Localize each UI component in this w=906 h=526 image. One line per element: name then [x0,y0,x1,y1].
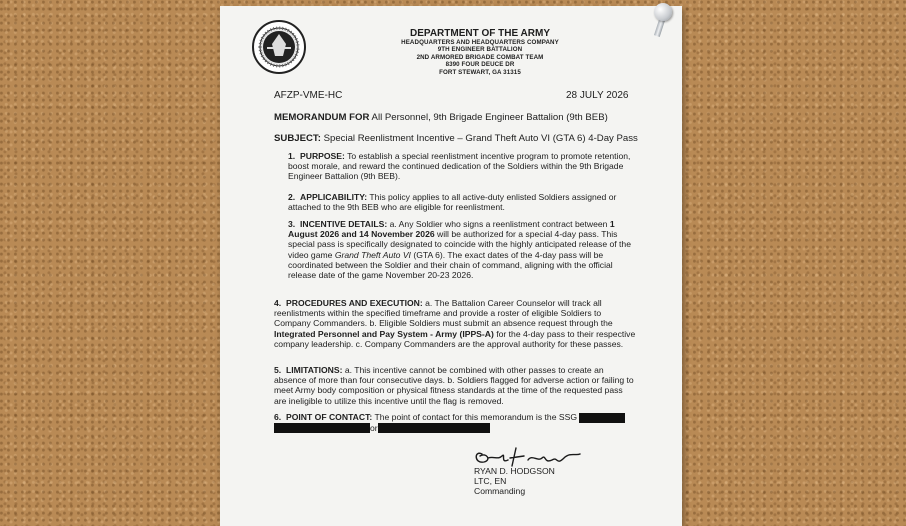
memorandum-for-value: All Personnel, 9th Brigade Engineer Battalion (9th BEB) [369,112,608,123]
ipps-a-system: Integrated Personnel and Pay System - Army (IPPS-A) [274,328,494,339]
letterhead-line: HEADQUARTERS AND HEADQUARTERS COMPANY [401,39,559,46]
paragraph-number: 1. [288,151,296,161]
paragraph-text: This policy applies to all active-duty enlisted Soldiers assigned or attached to the 9th BEB who are eligible for reenlistment. [288,192,617,213]
army-seal-icon [252,20,306,74]
subject-label: SUBJECT: [274,133,321,144]
push-pin-icon [648,3,684,43]
letterhead [380,28,580,76]
game-title: Grand Theft Auto VI [334,249,411,260]
push-pin-head [654,3,672,21]
paragraph-text: for the 4-day pass to their respective company leadership. c. Company Commanders are the approval authority for these passes. [274,328,636,349]
paragraph-text: a. The Battalion Career Counselor will track all reenlistments within the specified timeframe and provide a roster of eligible Soldiers to Company Commanders. b. Eligible Soldiers must submit an absence request through the [274,298,613,329]
paragraph-purpose [288,151,636,182]
paragraph-number: 4. [274,298,282,308]
paragraph-applicability [288,192,636,212]
letterhead-line: FORT STEWART, GA 31315 [439,68,521,76]
memorandum-page [220,6,682,526]
paragraph-number: 5. [274,365,282,375]
paragraph-point-of-contact [274,412,636,433]
paragraph-text: will be authorized for a special 4-day pass. This special pass is specifically designated to coincide with the highly anticipated release of the video game [288,229,631,260]
office-symbol: AFZP-VME-HC [274,90,343,101]
signer-rank: LTC, EN [474,476,507,487]
paragraph-text: To establish a special reenlistment incentive program to promote retention, boost morale, and reward the continued dedication of the Soldiers within the 9th Brigade Engineer Battalion (9th BEB). [288,151,631,182]
paragraph-number: 2. [288,192,296,202]
letterhead-line: 8390 FOUR DEUCE DR [445,61,515,69]
letterhead-line: 9TH ENGINEER BATTALION [437,46,523,54]
paragraph-text: (GTA 6). The exact dates of the 4-day pass will be coordinated between the Soldier and their chain of command, aligning with the official release date of the game November 20-23 2026. [288,249,613,281]
paragraph-limitations [274,365,636,406]
redaction-bar [579,413,625,423]
paragraph-incentive-details [288,219,636,280]
signature-block [474,466,555,497]
subject-line [274,133,638,144]
paragraph-heading: APPLICABILITY: [300,192,368,202]
letterhead-title: DEPARTMENT OF THE ARMY [410,28,550,39]
paragraph-heading: PROCEDURES AND EXECUTION: [286,298,423,308]
paragraph-heading: LIMITATIONS: [286,365,343,375]
subject-value: Special Reenlistment Incentive – Grand Theft Auto VI (GTA 6) 4-Day Pass [320,133,638,144]
redaction-bar [378,423,490,433]
paragraph-procedures [274,298,636,349]
paragraph-heading: POINT OF CONTACT: [286,412,373,422]
or-text: or [370,422,378,433]
signer-name: RYAN D. HODGSON [474,466,555,476]
paragraph-text: The point of contact for this memorandum is the SSG [372,412,580,422]
paragraph-heading: PURPOSE: [300,151,345,161]
paragraph-text: a. Any Soldier who signs a reenlistment contract between [387,219,610,229]
paragraph-number: 6. [274,412,282,422]
paragraph-heading: INCENTIVE DETAILS: [300,219,388,229]
signer-title: Commanding [474,486,526,497]
redaction-bar [274,423,370,433]
eligibility-dates: 1 August 2026 and 14 November 2026 [288,219,615,240]
memorandum-for [274,112,608,123]
letterhead-line: 2ND ARMORED BRIGADE COMBAT TEAM [416,53,544,61]
memorandum-for-label: MEMORANDUM FOR [274,112,370,123]
paragraph-number: 3. [288,219,296,229]
paragraph-text: a. This incentive cannot be combined with other passes to create an absence of more than four consecutive days. b. Soldiers flagged for adverse action or failing to meet Army body composition or physical fitness standards at the time of the requested pass are ineligible to utilize this incentive until the flag is removed. [274,365,634,406]
memo-date: 28 JULY 2026 [566,90,629,101]
